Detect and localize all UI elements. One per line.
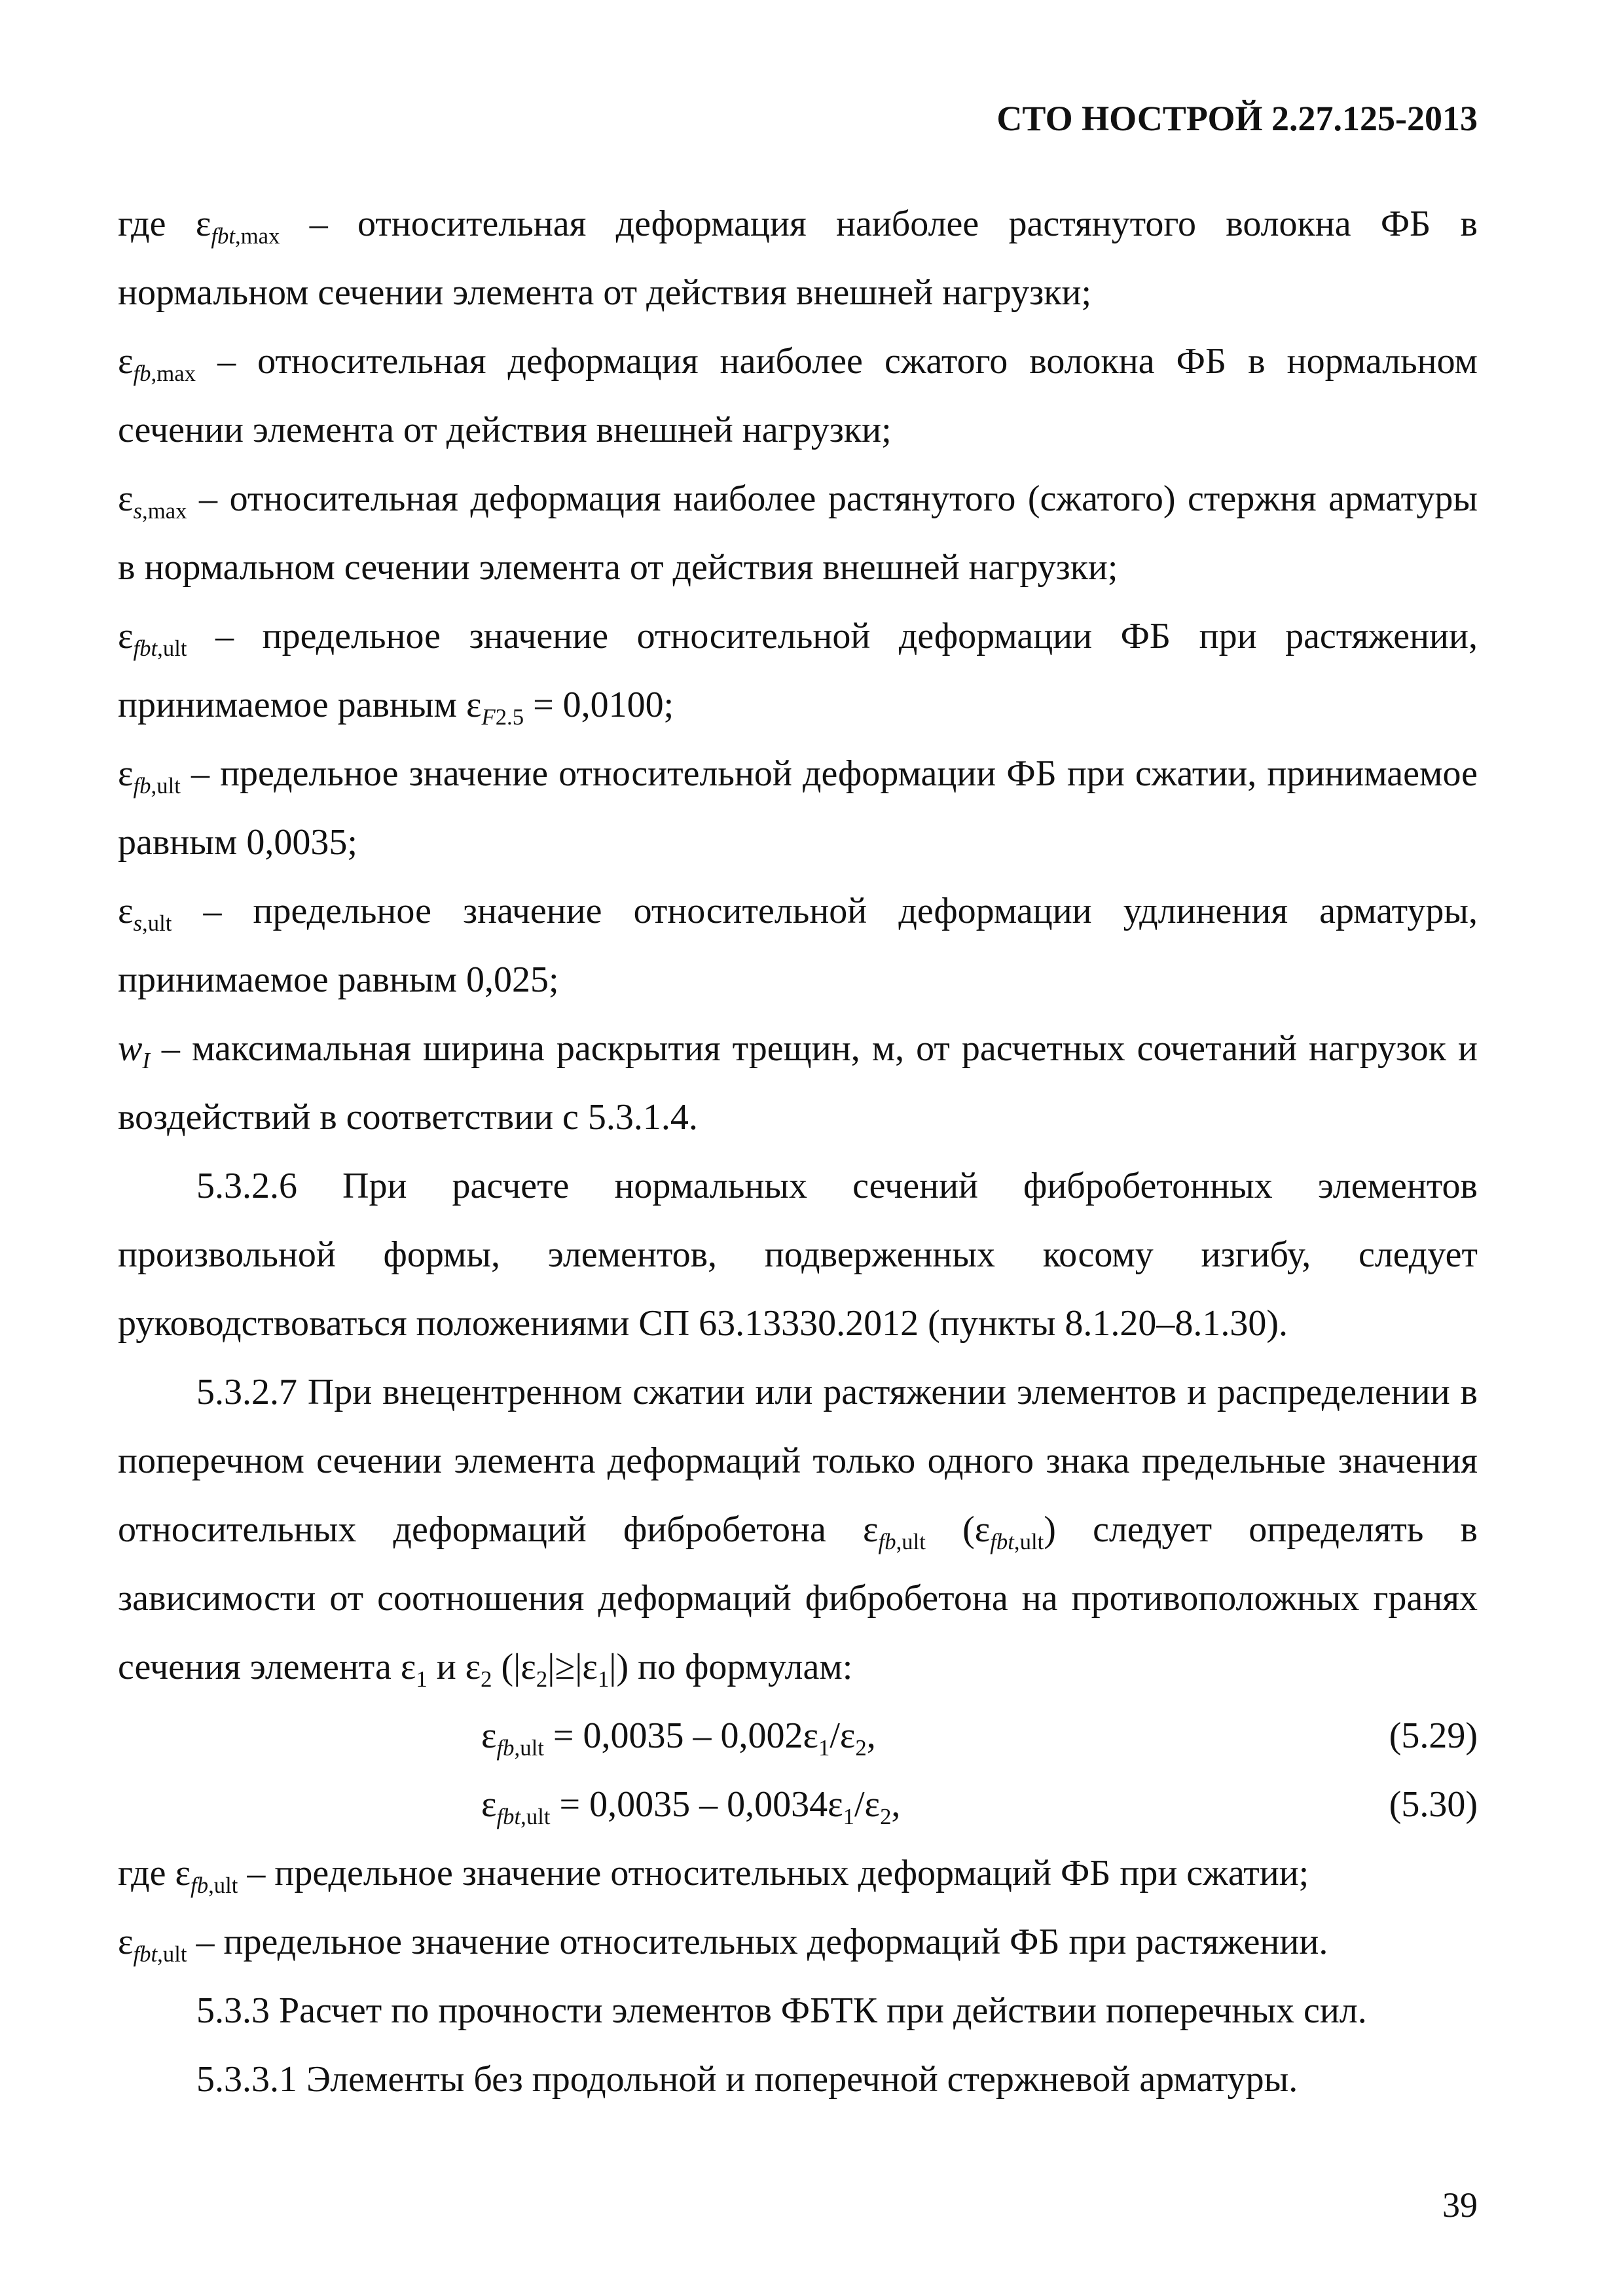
subscript: ,max bbox=[151, 361, 196, 387]
formula-number: (5.29) bbox=[1389, 1715, 1478, 1756]
subscript: fbt bbox=[133, 1941, 158, 1967]
subscript: ,ult bbox=[514, 1735, 544, 1761]
text-run: , bbox=[866, 1715, 876, 1756]
text-run: /ε bbox=[830, 1715, 856, 1756]
clause-5-3-2-6: 5.3.2.6 При расчете нормальных сечений фибробетонных элементов произвольной формы, элементов, подверженных косому изгибу, следует руководствоваться положениями СП 63.13330.2012 (пункты 8.1.20–8.1.30). bbox=[118, 1166, 1478, 1344]
clause-5-3-3-1: 5.3.3.1 Элементы без продольной и поперечной стержневой арматуры. bbox=[196, 2059, 1298, 2100]
subscript: 2 bbox=[481, 1666, 492, 1693]
subscript: 1 bbox=[416, 1666, 428, 1693]
subscript: ,ult bbox=[151, 773, 181, 799]
symbol: ε bbox=[118, 891, 134, 931]
definition-crack-width bbox=[118, 1014, 1478, 1152]
symbol: ε bbox=[118, 341, 134, 382]
subscript: ,ult bbox=[896, 1529, 926, 1555]
definition-eps-s-ult bbox=[118, 877, 1478, 1014]
subscript: ,ult bbox=[208, 1873, 238, 1899]
subscript: ,max bbox=[142, 498, 187, 524]
subscript: fb bbox=[133, 773, 151, 799]
symbol: ε bbox=[481, 1784, 497, 1825]
subscript: fb bbox=[496, 1735, 515, 1761]
subscript: s bbox=[133, 498, 143, 524]
symbol: ε bbox=[118, 1922, 134, 1962]
subscript: fbt bbox=[496, 1804, 521, 1830]
formula-5-30 bbox=[118, 1770, 1478, 1839]
text-run: – относительная деформация наиболее растянутого (сжатого) стержня арматуры в нормальном сечении элемента от действия внешней нагрузки; bbox=[118, 478, 1478, 588]
subscript: s bbox=[133, 910, 143, 937]
text-run: – предельное значение относительной деформации ФБ при растяжении, принимаемое равным ε bbox=[118, 616, 1478, 725]
subscript: ,ult bbox=[157, 636, 187, 662]
formula-number: (5.30) bbox=[1389, 1784, 1478, 1825]
subscript: fbt bbox=[990, 1529, 1014, 1555]
subscript: 2 bbox=[880, 1804, 892, 1830]
subscript: ,ult bbox=[157, 1941, 187, 1967]
text-run: и ε bbox=[427, 1647, 481, 1687]
text-run: = 0,0035 – 0,0034ε bbox=[550, 1784, 843, 1825]
text-run: где ε bbox=[118, 1853, 191, 1893]
text-run: (ε bbox=[925, 1509, 991, 1550]
text-run: где ε bbox=[118, 204, 211, 244]
subscript: fb bbox=[133, 361, 151, 387]
symbol: w bbox=[118, 1028, 143, 1069]
text-run: – относительная деформация наиболее сжатого волокна ФБ в нормальном сечении элемента от действия внешней нагрузки; bbox=[118, 341, 1478, 450]
definition-eps-fb-ult-compression bbox=[118, 1839, 1478, 1908]
subscript: I bbox=[142, 1048, 150, 1074]
text-run: = 0,0100; bbox=[524, 685, 674, 725]
subscript: F bbox=[481, 704, 496, 730]
definition-eps-fbt-ult bbox=[118, 602, 1478, 740]
subscript: fb bbox=[878, 1529, 896, 1555]
subscript: ,max bbox=[235, 223, 280, 249]
text-run: – предельное значение относительной деформации удлинения арматуры, принимаемое равным 0,025; bbox=[118, 891, 1478, 1000]
text-run: , bbox=[891, 1784, 901, 1825]
definition-eps-fbt-max bbox=[118, 190, 1478, 327]
formula-expression bbox=[481, 1770, 900, 1839]
text-run: |) по формулам: bbox=[609, 1647, 853, 1687]
subscript: 1 bbox=[843, 1804, 854, 1830]
text-run: (|ε bbox=[492, 1647, 536, 1687]
clause-5-3-3: 5.3.3 Расчет по прочности элементов ФБТК при действии поперечных сил. bbox=[196, 1990, 1367, 2031]
text-run: – максимальная ширина раскрытия трещин, м, от расчетных сочетаний нагрузок и воздействий в соответствии с 5.3.1.4. bbox=[118, 1028, 1478, 1138]
document-code-header: СТО НОСТРОЙ 2.27.125-2013 bbox=[996, 99, 1478, 138]
definition-eps-fbt-ult-tension bbox=[118, 1908, 1478, 1977]
symbol: ε bbox=[118, 478, 134, 519]
subscript: ,ult bbox=[142, 910, 172, 937]
text-run: – предельное значение относительных деформаций ФБ при сжатии; bbox=[238, 1853, 1309, 1893]
definition-eps-s-max bbox=[118, 465, 1478, 602]
subscript: ,ult bbox=[1013, 1529, 1044, 1555]
symbol: ε bbox=[481, 1715, 497, 1756]
text-run: /ε bbox=[854, 1784, 881, 1825]
formula-5-29 bbox=[118, 1702, 1478, 1770]
text-run: – относительная деформация наиболее растянутого волокна ФБ в нормальном сечении элемента от действия внешней нагрузки; bbox=[118, 204, 1478, 313]
text-run: 5.3.2.7 При внецентренном сжатии или растяжении элементов и распределении в поперечном сечении элемента деформаций только одного знака предельные значения относительных деформаций фибробетона ε bbox=[118, 1372, 1478, 1550]
subscript: 2.5 bbox=[495, 704, 524, 730]
text-run: |≥|ε bbox=[547, 1647, 598, 1687]
subscript: fb bbox=[191, 1873, 209, 1899]
subscript: 2 bbox=[855, 1735, 867, 1761]
clause-5-3-2-7 bbox=[118, 1358, 1478, 1702]
page-number: 39 bbox=[1442, 2185, 1478, 2225]
subscript: 1 bbox=[818, 1735, 830, 1761]
symbol: ε bbox=[118, 753, 134, 794]
subscript: ,ult bbox=[520, 1804, 551, 1830]
subscript: fbt bbox=[211, 223, 235, 249]
text-run: = 0,0035 – 0,002ε bbox=[543, 1715, 818, 1756]
definition-eps-fb-ult bbox=[118, 740, 1478, 877]
subscript: 1 bbox=[597, 1666, 610, 1693]
text-run: – предельное значение относительной деформации ФБ при сжатии, принимаемое равным 0,0035; bbox=[118, 753, 1478, 863]
formula-expression bbox=[481, 1702, 876, 1770]
symbol: ε bbox=[118, 616, 134, 656]
page-body bbox=[118, 190, 1478, 2114]
subscript: fbt bbox=[133, 636, 158, 662]
text-run: – предельное значение относительных деформаций ФБ при растяжении. bbox=[187, 1922, 1328, 1962]
definition-eps-fb-max bbox=[118, 327, 1478, 465]
subscript: 2 bbox=[536, 1666, 548, 1693]
text-run: ) следует определять в зависимости от соотношения деформаций фибробетона на противоположных гранях сечения элемента ε bbox=[118, 1509, 1478, 1687]
